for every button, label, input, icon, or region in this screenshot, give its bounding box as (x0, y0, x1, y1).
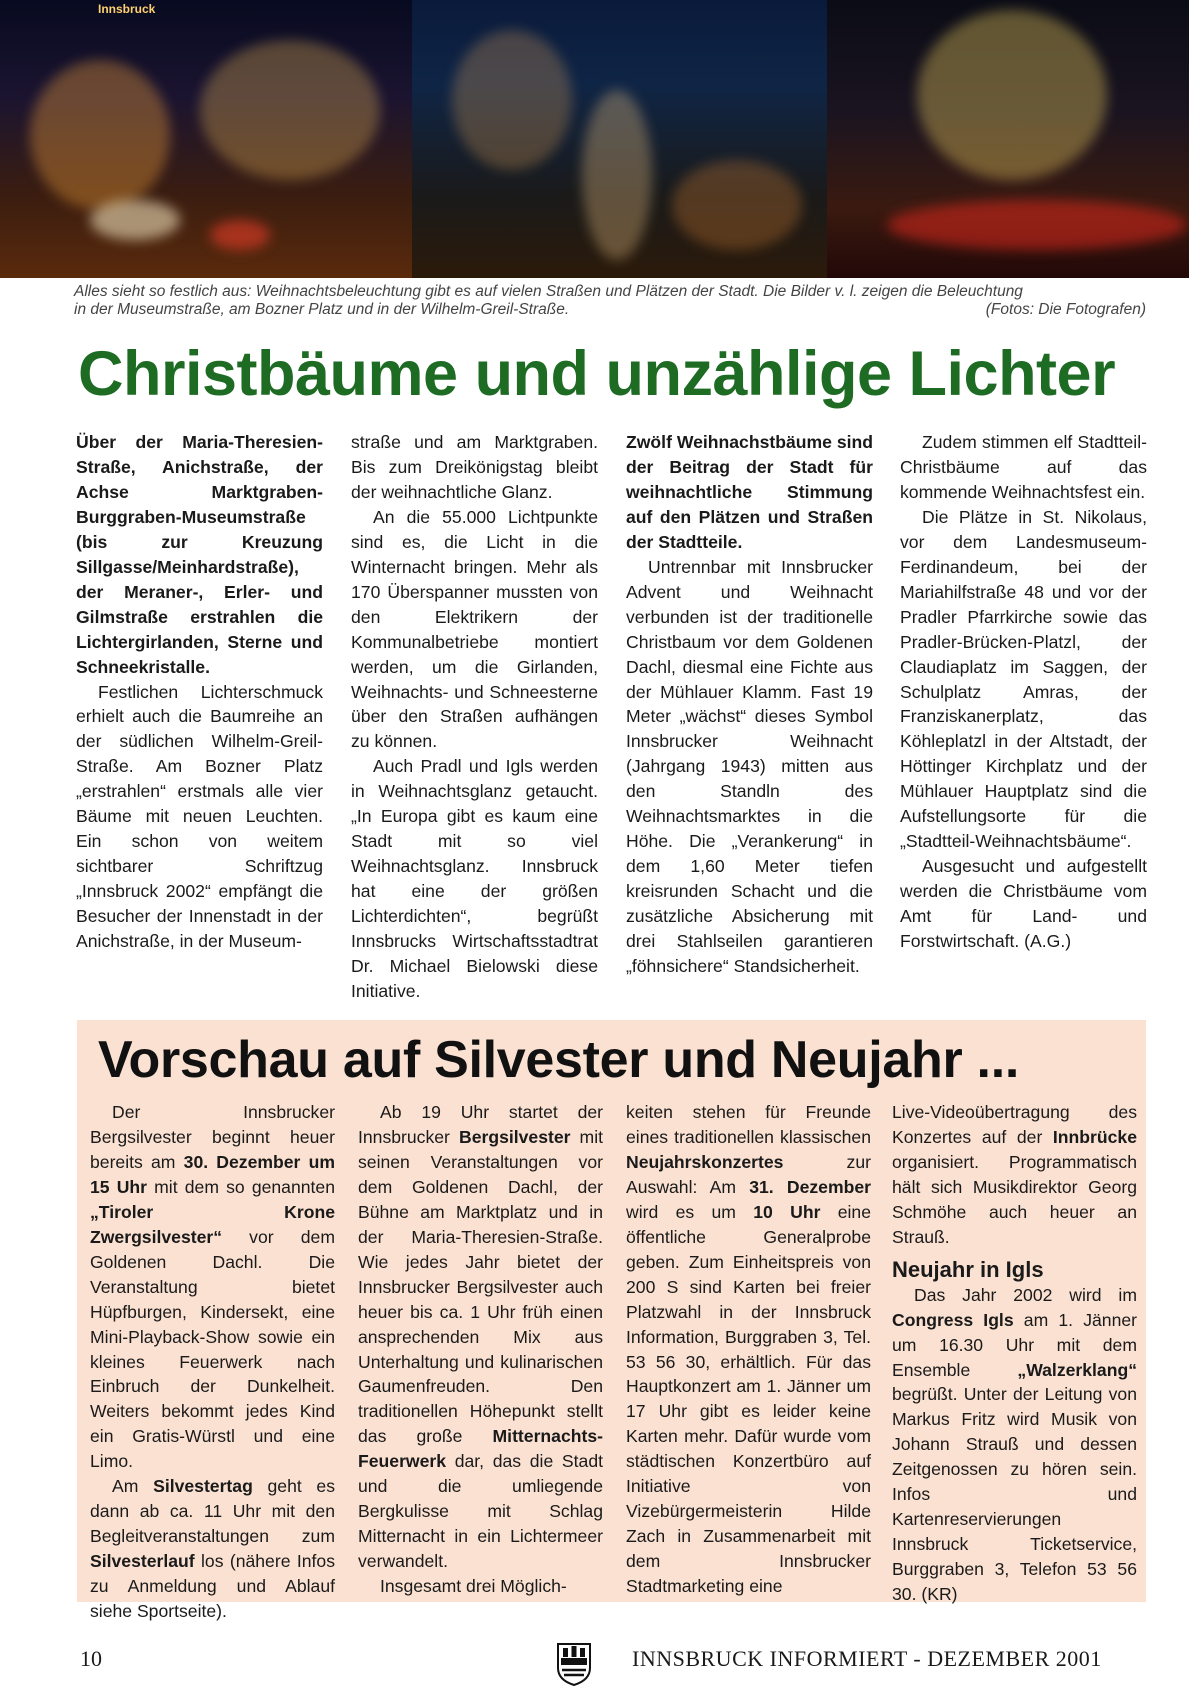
box-column-3 (626, 1100, 871, 1599)
article-lead: Über der Maria-Theresien-Straße, Anichstraße, der Achse Marktgraben-Burggraben-Museumstraße (bis zur Kreuzung Sillgasse/Meinhardstraße), der Meraner-, Erler- und Gilmstraße erstrahlen die Lichtergirlanden, Sterne und Schneekristalle. (76, 432, 323, 677)
article-lead: Zwölf Weihnachstbäume sind der Beitrag der Stadt für weihnachtliche Stimmung auf den Plätzen und Straßen der Stadtteile. (626, 432, 873, 552)
photo-museumstrasse (0, 0, 412, 278)
paragraph: Live-Videoübertragung des Konzertes auf der Innbrücke organisiert. Programmatisch hält sich Musikdirektor Georg Schmöhe auch heuer an Strauß. (892, 1102, 1137, 1247)
photo-bozner-platz (412, 0, 827, 278)
photo-caption (74, 283, 1146, 319)
photo-credit: (Fotos: Die Fotografen) (985, 301, 1146, 318)
paragraph: Untrennbar mit Innsbrucker Advent und Weihnacht verbunden ist der traditionelle Christbaum vor dem Goldenen Dachl, diesmal eine Fichte aus der Mühlauer Klamm. Fast 19 Meter „wächst“ dieses Symbol Innsbrucker Weihnacht (Jahrgang 1943) mitten aus den Standln des Weihnachtsmarktes in die Höhe. Die „Verankerung“ in dem 1,60 Meter tiefen kreisrunden Schacht und die zusätzliche Absicherung mit drei Stahlseilen garantieren „föhnsichere“ Standsicherheit. (626, 556, 873, 977)
article-headline: Christbäume und unzählige Lichter (78, 339, 1116, 409)
box-column-1 (90, 1100, 335, 1624)
article-column-2 (351, 430, 598, 1004)
paragraph: An die 55.000 Lichtpunkte sind es, die Licht in die Winternacht bringen. Mehr als 170 Überspanner mussten von den Elektrikern der Kommunalbetriebe montiert werden, um die Girlanden, Weihnachts- und Schneesterne über den Straßen aufhängen zu können. (351, 506, 598, 752)
paragraph: Der Innsbrucker Bergsilvester beginnt heuer bereits am 30. Dezember um 15 Uhr mit dem so genannten „Tiroler Krone Zwergsilvester“ vor dem Goldenen Dachl. Die Veranstaltung bietet Hüpfburgen, Kindersekt, eine Mini-Playback-Show sowie ein kleines Feuerwerk nach Einbruch der Dunkelheit. Weiters bekommt jedes Kind ein Gratis-Würstl und eine Limo. (90, 1102, 335, 1472)
box-column-2 (358, 1100, 603, 1599)
page-footer (0, 1642, 1189, 1682)
paragraph: Zudem stimmen elf Stadtteil-Christbäume auf das kommende Weihnachtsfest ein. (900, 432, 1147, 502)
paragraph: Festlichen Lichterschmuck erhielt auch die Baumreihe an der südlichen Wilhelm-Greil-Straße. Am Bozner Platz „erstrahlen“ erstmals alle vier Bäume mit neuen Leuchten. Ein schon von weitem sichtbarer Schriftzug „Innsbruck 2002“ empfängt die Besucher der Innenstadt in der Anichstraße, in der Museum- (76, 681, 323, 952)
article-column-3 (626, 430, 873, 979)
box-subheading: Neujahr in Igls (892, 1256, 1044, 1282)
photo-sign-text: Innsbruck (98, 2, 156, 16)
paragraph: Am Silvestertag geht es dann ab ca. 11 Uhr mit den Begleitveranstaltungen zum Silvesterlauf los (nähere Infos zu Anmeldung und Ablauf siehe Sportseite). (90, 1476, 336, 1622)
page-number: 10 (80, 1646, 102, 1671)
paragraph: Auch Pradl und Igls werden in Weihnachtsglanz getaucht. „In Europa gibt es kaum eine Stadt mit so viel Weihnachtsglanz. Innsbruck hat eine der größen Lichterdichten“, begrüßt Innsbrucks Wirtschaftsstadtrat Dr. Michael Bielowski diese Initiative. (351, 756, 598, 1001)
caption-line-1: Alles sieht so festlich aus: Weihnachtsbeleuchtung gibt es auf vielen Straßen und Plätzen der Stadt. Die Bilder v. l. zeigen die Beleuchtung (74, 283, 1023, 300)
paragraph: Insgesamt drei Möglich- (380, 1576, 567, 1597)
photo-wilhelm-greil-strasse (827, 0, 1189, 278)
paragraph: Das Jahr 2002 wird im Congress Igls am 1. Jänner um 16.30 Uhr mit dem Ensemble „Walzerklang“ begrüßt. Unter der Leitung von Markus Fritz wird Musik von Johann Strauß und dessen Zeitgenossen zu hören sein. Infos und Kartenreservierungen Innsbruck Ticketservice, Burggraben 3, Telefon 53 56 30. (KR) (892, 1284, 1137, 1605)
publication-title: INNSBRUCK INFORMIERT - DEZEMBER 2001 (632, 1646, 1102, 1671)
box-headline: Vorschau auf Silvester und Neujahr ... (98, 1031, 1019, 1089)
header-photo-strip (0, 0, 1189, 278)
paragraph: Ausgesucht und aufgestellt werden die Christbäume vom Amt für Land- und Forstwirtschaft. (A.G.) (900, 856, 1147, 952)
paragraph: Ab 19 Uhr startet der Innsbrucker Bergsilvester mit seinen Veranstaltungen vor dem Goldenen Dachl, der Bühne am Marktplatz und in der Maria-Theresien-Straße. Wie jedes Jahr bietet der Innsbrucker Bergsilvester auch heuer bis ca. 1 Uhr früh einen ansprechenden Mix aus Unterhaltung und kulinarischen Gaumenfreuden. Den traditionellen Höhepunkt stellt das große Mitternachts-Feuerwerk dar, das die Stadt und die umliegende Bergkulisse mit Schlag Mitternacht in ein Lichtermeer verwandelt. (358, 1102, 603, 1572)
city-crest-icon (556, 1642, 592, 1686)
caption-line-2: in der Museumstraße, am Bozner Platz und in der Wilhelm-Greil-Straße. (74, 301, 570, 318)
paragraph: keiten stehen für Freunde eines traditionellen klassischen Neujahrskonzertes zur Auswahl: Am 31. Dezember wird es um 10 Uhr eine öffentliche Generalprobe geben. Zum Einheitspreis von 200 S sind Karten bei freier Platzwahl in der Innsbruck Information, Burggraben 3, Tel. 53 56 30, erhältlich. Für das Hauptkonzert am 1. Jänner um 17 Uhr gibt es leider keine Karten mehr. Dafür wurde vom städtischen Konzertbüro auf Initiative von Vizebürgermeisterin Hilde Zach in Zusammenarbeit mit dem Innsbrucker Stadtmarketing eine (626, 1102, 871, 1597)
article-column-4 (900, 430, 1147, 954)
article-column-1 (76, 430, 323, 954)
paragraph: straße und am Marktgraben. Bis zum Dreikönigstag bleibt der weihnachtliche Glanz. (351, 432, 598, 502)
box-column-4 (892, 1100, 1137, 1607)
paragraph: Die Plätze in St. Nikolaus, vor dem Landesmuseum-Ferdinandeum, bei der Mariahilfstraße 48 und vor der Pradler Pfarrkirche sowie das Pradler-Brücken-Platzl, der Claudiaplatz im Saggen, der Schulplatz Amras, der Franziskanerplatz, das Köhleplatzl in der Altstadt, der Höttinger Kirchplatz und der Mühlauer Hauptplatz sind die Aufstellungsorte für die „Stadtteil-Weihnachtsbäume“. (900, 506, 1147, 852)
